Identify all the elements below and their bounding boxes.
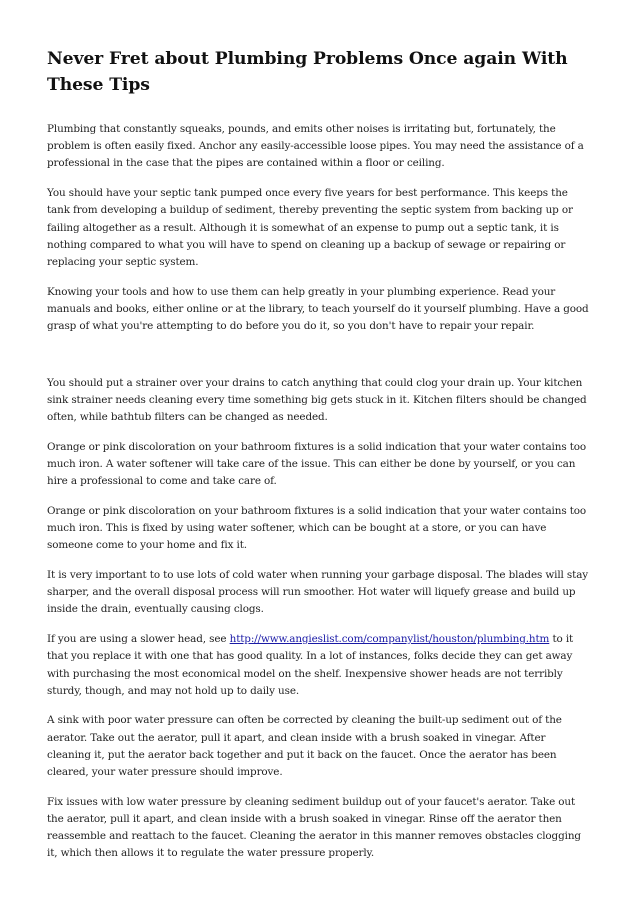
document-title: Never Fret about Plumbing Problems Once again With These Tips (47, 49, 568, 95)
paragraph-iron-discoloration-2: Orange or pink discoloration on your bathroom fixtures is a solid indication that your water contains too much iron. This is fixed by using water softener, which can be bought at a store, or you can have someone come to your home and fix it. (47, 504, 587, 552)
plumbing-link[interactable]: http://www.angieslist.com/companylist/houston/plumbing.htm (229, 633, 550, 646)
paragraph-sink-aerator: A sink with poor water pressure can often be corrected by cleaning the built-up sediment out of the aerator. Take out the aerator, pull it apart, and clean inside with a brush soaked in vinegar. After cleaning it, put the aerator back together and put it back on the faucet. Once the aerator has been cleared, your water pressure should improve. (47, 714, 562, 779)
document-page (47, 46, 592, 875)
paragraph-noisy-pipes: Plumbing that constantly squeaks, pounds, and emits other noises is irritating but, fortunately, the problem is often easily fixed. Anchor any easily-accessible loose pipes. You may need the assistance of a professional in the case that the pipes are contained within a floor or ceiling. (47, 123, 584, 170)
paragraph-drain-strainer: You should put a strainer over your drains to catch anything that could clog your drain up. Your kitchen sink strainer needs cleaning every time something big gets stuck in it. Kitchen filters should be changed often, while bathtub filters can be changed as needed. (47, 376, 587, 424)
blank-space (47, 348, 592, 375)
paragraph-septic-tank: You should have your septic tank pumped once every five years for best performance. This keeps the tank from developing a buildup of sediment, thereby preventing the septic system from backing up or failing altogether as a result. Although it is somewhat of an expense to pump out a septic tank, it is nothing compared to what you will have to spend on cleaning up a backup of sewage or repairing or replacing your septic system. (47, 187, 573, 268)
paragraph-garbage-disposal: It is very important to to use lots of cold water when running your garbage disposal. The blades will stay sharper, and the overall disposal process will run smoother. Hot water will liquefy grease and build up inside the drain, eventually causing clogs. (47, 569, 589, 616)
shower-head-text-after: to it that you replace it with one that has good quality. In a lot of instances, folks decide they can get away with purchasing the most economical model on the shelf. Inexpensive shower heads are not terribly sturdy, though, and may not hold up to daily use. (47, 633, 574, 697)
paragraph-shower-head (47, 631, 592, 700)
paragraph-iron-discoloration-1: Orange or pink discoloration on your bathroom fixtures is a solid indication that your water contains too much iron. A water softener will take care of the issue. This can either be done by yourself, or you can hire a professional to come and take care of. (47, 440, 587, 488)
paragraph-know-tools: Knowing your tools and how to use them can help greatly in your plumbing experience. Read your manuals and books, either online or at the library, to teach yourself do it yourself plumbing. Have a good grasp of what you're attempting to do before you do it, so you don't have to repair your repair. (47, 285, 589, 333)
shower-head-text-before: If you are using a slower head, see (47, 633, 230, 646)
paragraph-faucet-aerator: Fix issues with low water pressure by cleaning sediment buildup out of your faucet's aerator. Take out the aerator, pull it apart, and clean inside with a brush soaked in vinegar. Rinse off the aerator then reassemble and reattach to the faucet. Cleaning the aerator in this manner removes obstacles clogging it, which then allows it to regulate the water pressure properly. (47, 795, 581, 860)
